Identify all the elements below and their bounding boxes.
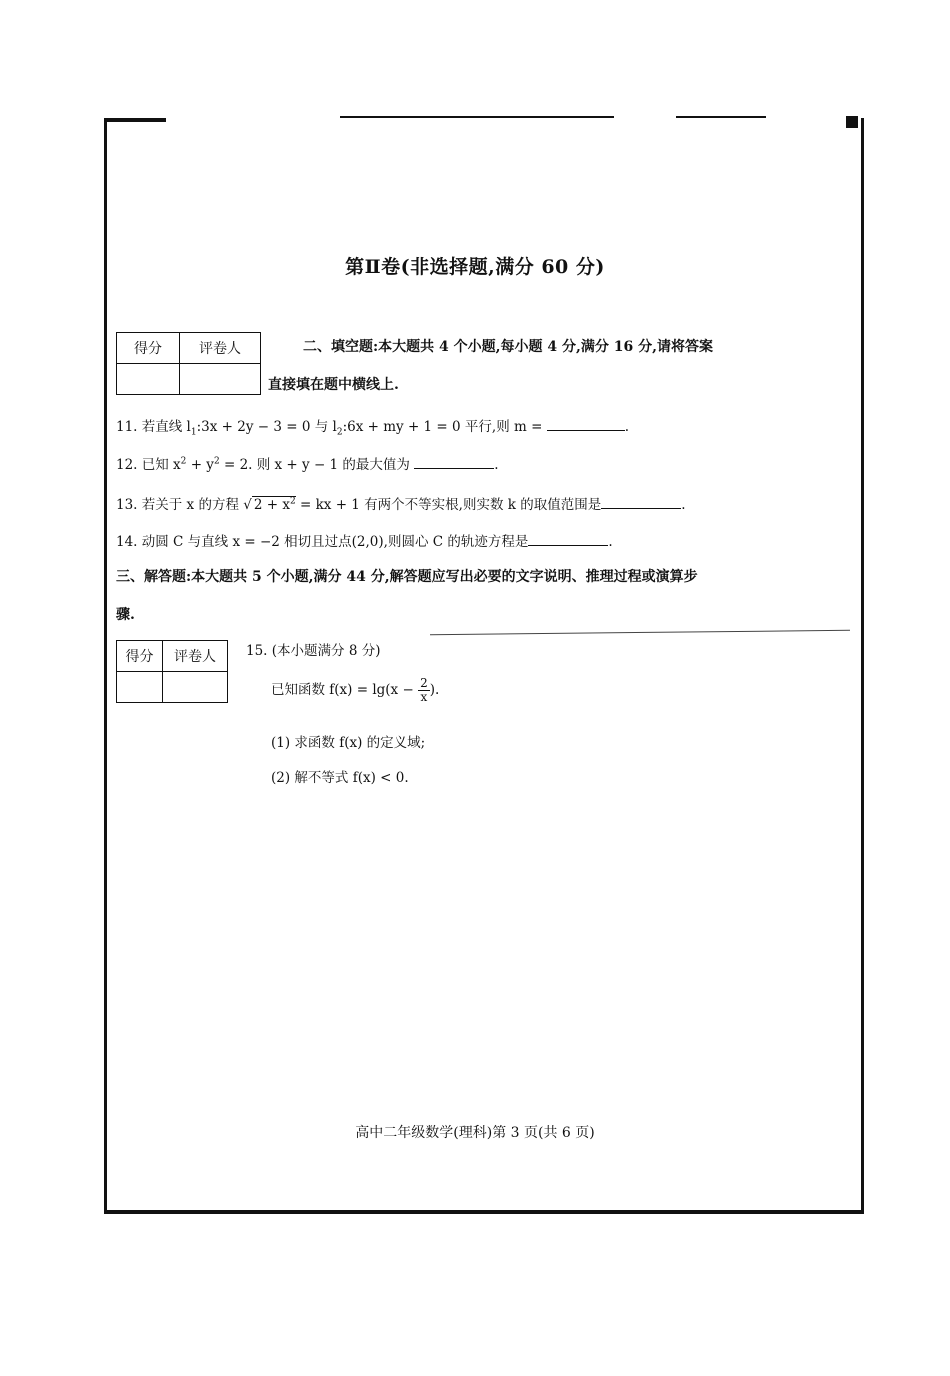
- question-15-given: 已知函数 f(x) = lg(x − $\frac{2}{x}$ ).: [271, 676, 440, 704]
- score-header: 得分: [117, 333, 180, 364]
- fill-blank-header-cont: 直接填在题中横线上.: [268, 377, 399, 393]
- score-cell[interactable]: [117, 672, 163, 703]
- answer-section-header-cont: 骤.: [116, 607, 135, 623]
- answer-blank-12[interactable]: [414, 454, 494, 469]
- top-border-corner: [846, 116, 858, 128]
- sqrt-symbol: √: [243, 497, 252, 513]
- fraction: $\frac{2}{x}$: [420, 676, 428, 704]
- question-11: 11. 若直线 $l_1:3x + 2y - 3 = 0$ 与 $l_2:6x$ + my + 1 = 0 平行,则 m = .: [116, 415, 629, 438]
- question-15-part-1: (1) 求函数 f(x) 的定义域;: [271, 735, 426, 751]
- question-15-part-2: (2) 解不等式 f(x) < 0.: [271, 770, 409, 786]
- score-cell[interactable]: [117, 364, 180, 395]
- top-border-segment: [340, 116, 614, 118]
- answer-blank-13[interactable]: [601, 494, 681, 509]
- grader-header: 评卷人: [180, 333, 261, 364]
- answer-blank-14[interactable]: [528, 531, 608, 546]
- score-table: [116, 332, 261, 395]
- question-13: 13. 若关于 x 的方程 √ $2 + x^2$ = kx + 1 有两个不等实根,则实数 k 的取值范围是 .: [116, 493, 686, 513]
- section-title: 第Ⅱ卷(非选择题,满分 60 分): [345, 256, 605, 278]
- top-border-segment: [104, 118, 166, 122]
- question-15-title: 15. (本小题满分 8 分): [246, 643, 381, 659]
- grader-cell[interactable]: [163, 672, 228, 703]
- fill-blank-header: 二、填空题:本大题共 4 个小题,每小题 4 分,满分 16 分,请将答案: [303, 339, 713, 355]
- grader-cell[interactable]: [180, 364, 261, 395]
- answer-section-header: 三、解答题:本大题共 5 个小题,满分 44 分,解答题应写出必要的文字说明、推理过程或演算步: [116, 569, 698, 585]
- score-table: [116, 640, 228, 703]
- score-header: 得分: [117, 641, 163, 672]
- question-12: 12. 已知 $x^2 + y^2 = 2$. 则 x + y − 1 的最大值为 .: [116, 453, 499, 473]
- answer-blank-11[interactable]: [547, 416, 625, 431]
- grader-header: 评卷人: [163, 641, 228, 672]
- page-footer: 高中二年级数学(理科)第 3 页(共 6 页): [355, 1125, 595, 1141]
- top-border-segment: [676, 116, 766, 118]
- question-14: 14. 动圆 C 与直线 x = −2 相切且过点(2,0),则圆心 C 的轨迹方程是 .: [116, 530, 613, 550]
